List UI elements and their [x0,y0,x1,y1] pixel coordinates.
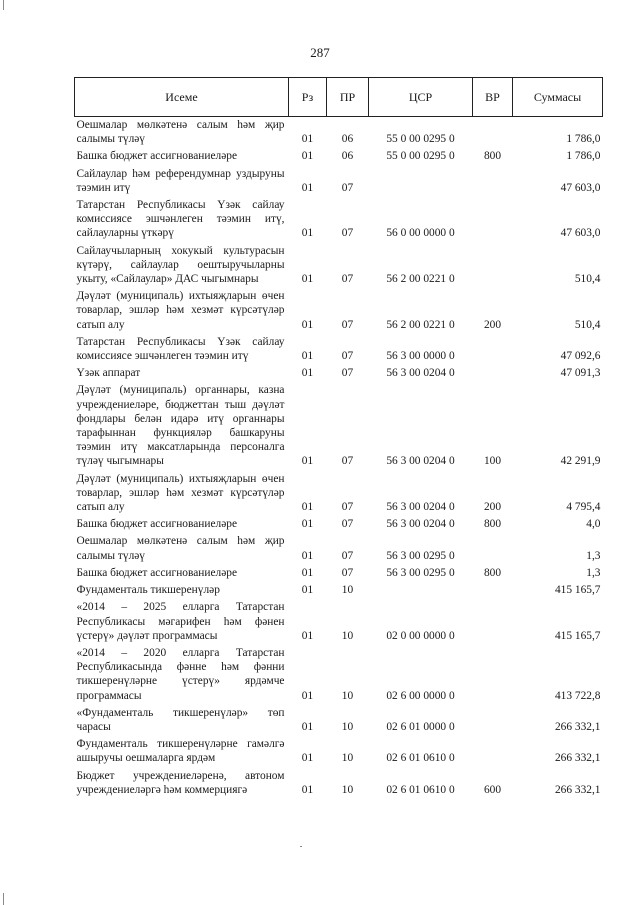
row-sum: 266 332,1 [554,752,601,765]
row-rz: 01 [301,518,314,531]
row-name: Сайлаучыларның хокукый культурасын күтәрү, сайлаулар оештыручыларны укыту, «Сайлаулар» ДАС чыгымнары [76,244,285,286]
row-sum: 1,3 [586,549,601,562]
row-name: Сайлаулар һәм референдумнар уздыруны тәэмин итү [76,167,285,194]
row-sum: 510,4 [574,273,601,286]
row-csr: 56 3 00 0295 0 [386,549,455,562]
row-name: Оешмалар мөлкәтенә салым һәм җир салымы түләү [76,535,285,562]
row-sum: 4 795,4 [566,501,601,514]
row-vr: 800 [483,518,502,531]
col-header-rz: Рз [289,78,327,117]
page-number: 287 [310,45,330,60]
row-vr [473,582,513,599]
row-vr [473,117,513,149]
col-header-csr: ЦСР [369,78,473,117]
row-name: Дәүләт (муниципаль) ихтыяҗларын өчен товарлар, эшләр һәм хезмәт күрсәтүләр сатып алу [76,472,285,514]
row-pr: 07 [341,181,354,194]
row-name: Үзәк аппарат [76,367,141,380]
row-vr [473,705,513,736]
row-pr: 07 [341,227,354,240]
row-name: Фундаменталь тикшеренүләрне гамәлгә ашыручы оешмаларга ярдәм [76,738,285,765]
table-row [75,645,603,705]
row-vr [473,365,513,382]
row-name: Татарстан Республикасы Үзәк сайлау комиссиясе эшчәнлеген тәэмин итү [76,335,285,363]
row-rz: 01 [301,150,314,163]
table-row [75,197,603,243]
row-csr: 56 3 00 0204 0 [386,455,455,468]
row-csr: 56 2 00 0221 0 [386,318,455,331]
row-csr: 56 3 00 0204 0 [386,367,455,380]
row-vr: 800 [483,566,502,579]
row-pr: 07 [341,549,354,562]
table-row [75,705,603,736]
budget-table [74,77,603,799]
row-vr: 800 [483,150,502,163]
col-header-pr: ПР [327,78,369,117]
row-sum: 415 165,7 [554,629,601,642]
row-name: Башка бюджет ассигнованиеләре [76,150,238,163]
table-row [75,382,603,470]
scan-speck [300,846,302,847]
row-pr: 07 [341,367,354,380]
row-name: «2014 – 2020 елларга Татарстан Республикасында фәнне һәм фәнни тикшеренүләрне үстерү» ярдәмче программасы [76,646,285,702]
row-csr: 56 0 00 0000 0 [386,227,455,240]
row-pr: 07 [341,501,354,514]
row-rz: 01 [301,273,314,286]
row-sum: 1 786,0 [566,150,601,163]
table-row [75,117,603,149]
row-rz: 01 [301,629,314,642]
row-sum: 266 332,1 [554,720,601,733]
row-rz: 01 [301,227,314,240]
row-csr [369,166,473,197]
row-csr: 56 2 00 0221 0 [386,273,455,286]
table-row [75,533,603,564]
row-csr: 56 3 00 0000 0 [386,350,455,363]
row-vr: 100 [483,455,502,468]
row-name: Башка бюджет ассигнованиеләре [76,518,238,531]
row-name: Дәүләт (муниципаль) ихтыяҗларын өчен товарлар, эшләр һәм хезмәт күрсәтүләр сатып алу [76,290,285,331]
row-pr: 07 [341,350,354,363]
row-pr: 10 [341,720,354,733]
row-name: «Фундаменталь тикшеренүләр» төп чарасы [76,706,285,733]
row-name: Башка бюджет ассигнованиеләре [76,566,238,579]
row-sum: 47 603,0 [560,181,601,194]
row-sum: 47 092,6 [560,350,601,363]
row-sum: 47 091,3 [560,367,601,380]
row-csr: 55 0 00 0295 0 [386,133,455,146]
row-pr: 07 [341,318,354,331]
row-pr: 06 [341,150,354,163]
row-rz: 01 [301,367,314,380]
row-rz: 01 [301,455,314,468]
col-header-name: Исеме [75,78,289,117]
row-pr: 10 [341,752,354,765]
row-rz: 01 [301,133,314,146]
row-vr [473,599,513,645]
row-vr [473,243,513,289]
table-row [75,166,603,197]
row-sum: 4,0 [586,518,601,531]
table-row [75,243,603,289]
row-rz: 01 [301,501,314,514]
row-rz: 01 [301,566,314,579]
row-rz: 01 [301,783,314,796]
row-csr: 56 3 00 0295 0 [386,566,455,579]
row-pr: 07 [341,518,354,531]
row-pr: 10 [341,783,354,796]
table-header-row [75,78,603,117]
row-vr [473,533,513,564]
table-row [75,582,603,599]
table-row [75,599,603,645]
row-rz: 01 [301,181,314,194]
row-sum: 1,3 [586,566,601,579]
row-rz: 01 [301,318,314,331]
row-vr [473,334,513,365]
row-pr: 10 [341,689,354,702]
table-row [75,516,603,533]
row-pr: 07 [341,566,354,579]
row-rz: 01 [301,752,314,765]
scan-edge-mark [3,893,4,905]
row-rz: 01 [301,549,314,562]
row-vr [473,736,513,767]
row-rz: 01 [301,350,314,363]
row-pr: 07 [341,273,354,286]
row-sum: 42 291,9 [560,455,601,468]
row-name: Дәүләт (муниципаль) органнары, казна учреждениеләре, бюджеттан тыш дәүләт фондлары белән идарә итү органнары тарафыннан функцияләр башкаруны тәэмин итү максатларында персоналга түләү чыгымнары [76,384,285,468]
row-csr: 02 6 01 0610 0 [386,783,455,796]
row-rz: 01 [301,720,314,733]
table-row [75,334,603,365]
row-vr [473,197,513,243]
row-name: «2014 – 2025 елларга Татарстан Республикасы мәгарифен һәм фәнен үстерү» дәүләт программасы [76,601,285,642]
row-csr: 56 3 00 0204 0 [386,518,455,531]
row-sum: 415 165,7 [554,584,601,597]
row-sum: 266 332,1 [554,783,601,796]
row-csr: 02 6 00 0000 0 [386,689,455,702]
row-vr [473,166,513,197]
row-name: Фундаменталь тикшеренүләр [76,584,220,597]
row-sum: 47 603,0 [560,227,601,240]
table-row [75,148,603,165]
row-vr [473,645,513,705]
row-vr: 600 [483,783,502,796]
table-row [75,565,603,582]
row-csr: 02 6 01 0000 0 [386,720,455,733]
table-row [75,736,603,767]
row-sum: 1 786,0 [566,133,601,146]
row-pr: 06 [341,133,354,146]
row-vr: 200 [483,318,502,331]
row-name: Бюджет учреждениеләренә, автоном учреждениеләргә һәм коммерциягә [76,769,285,796]
row-vr: 200 [483,501,502,514]
row-name: Татарстан Республикасы Үзәк сайлау комиссиясе эшчәнлеген тәэмин итү, сайлауларны үткәрү [76,199,285,240]
col-header-vr: ВР [473,78,513,117]
table-row [75,768,603,799]
row-pr: 10 [341,629,354,642]
row-csr: 02 0 00 0000 0 [386,629,455,642]
row-pr: 10 [341,584,354,597]
row-rz: 01 [301,689,314,702]
row-csr [369,582,473,599]
table-row [75,288,603,334]
scan-edge-mark [3,0,4,10]
row-pr: 07 [341,455,354,468]
table-row [75,365,603,382]
table-row [75,471,603,517]
row-sum: 510,4 [574,318,601,331]
row-rz: 01 [301,584,314,597]
row-csr: 02 6 01 0610 0 [386,752,455,765]
row-csr: 56 3 00 0204 0 [386,501,455,514]
row-csr: 55 0 00 0295 0 [386,150,455,163]
col-header-sum: Суммасы [513,78,603,117]
row-sum: 413 722,8 [554,689,601,702]
row-name: Оешмалар мөлкәтенә салым һәм җир салымы түләү [76,119,285,146]
